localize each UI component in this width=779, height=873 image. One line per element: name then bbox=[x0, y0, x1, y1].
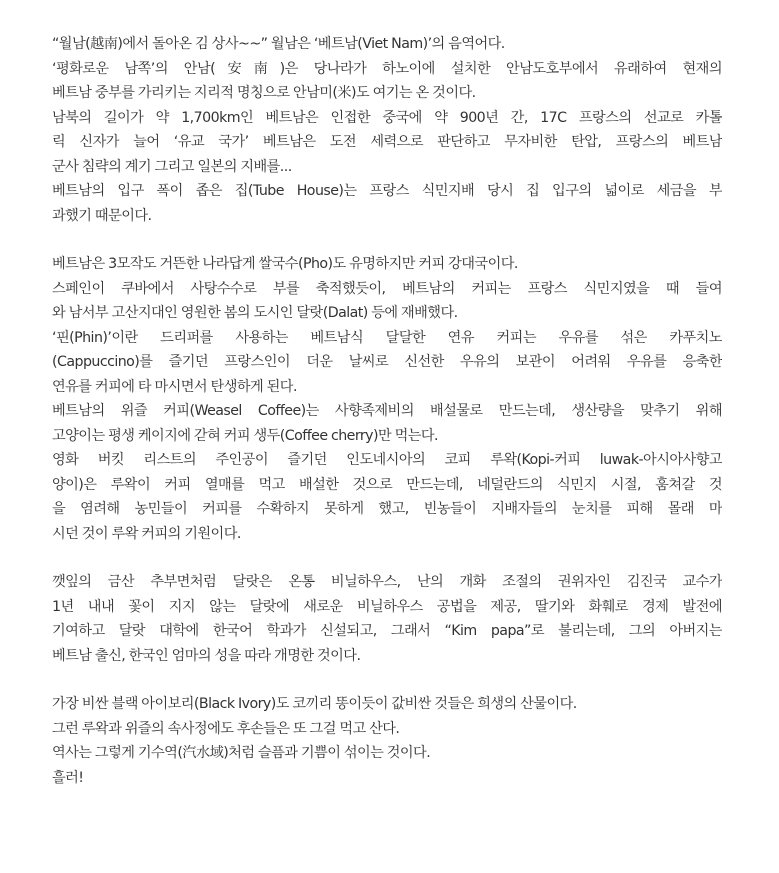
text-line: 기여하고 달랏 대학에 한국어 학과가 신설되고, 그래서 “Kim papa”로 불리는데, 그의 아버지는 bbox=[52, 623, 722, 639]
text-line: 군사 침략의 계기 그리고 일본의 지배를... bbox=[52, 158, 292, 175]
text-line: 고양이는 평생 케이지에 갇혀 커피 생두(Coffee cherry)만 먹는다. bbox=[52, 427, 439, 444]
text-line: 영화 버킷 리스트의 주인공이 즐기던 인도네시아의 코피 루왁(Kopi-커피 luwak-아시아사향고 bbox=[52, 452, 722, 468]
text-line: 릭 신자가 늘어 ‘유교 국가’ 베트남은 도전 세력으로 판단하고 무자비한 탄압, 프랑스의 베트남 bbox=[52, 134, 722, 150]
text-line: “월남(越南)에서 돌아온 김 상사~~” 월남은 ‘베트남(Viet Nam)’의 음역어다. bbox=[52, 36, 505, 52]
text-line: 을 염려해 농민들이 커피를 수확하지 못하게 했고, 빈농들이 지배자들의 눈치를 피해 몰래 마 bbox=[52, 501, 722, 517]
text-line: 과했기 때문이다. bbox=[52, 207, 152, 224]
article-body bbox=[52, 32, 722, 790]
text-line: 와 남서부 고산지대인 영원한 봄의 도시인 달랏(Dalat) 등에 재배했다. bbox=[52, 305, 458, 321]
text-line: 1년 내내 꽃이 지지 않는 달랏에 새로운 비닐하우스 공법을 제공, 딸기와 화훼로 경제 발전에 bbox=[52, 598, 722, 615]
text-line: 베트남의 위즐 커피(Weasel Coffee)는 사향족제비의 배설물로 만드는데, 생산량을 맞추기 위해 bbox=[52, 403, 722, 419]
text-line: 양이)은 루왁이 커피 열매를 먹고 배설한 것으로 만드는데, 네덜란드의 식민지 시절, 훔쳐갈 것 bbox=[52, 476, 722, 493]
text-line: (Cappuccino)를 즐기던 프랑스인이 더운 날씨로 신선한 우유의 보관이 어려워 우유를 응축한 bbox=[52, 354, 722, 370]
text-line: 시던 것이 루왁 커피의 기원이다. bbox=[52, 525, 241, 542]
text-line: 흘러! bbox=[52, 769, 84, 786]
text-line: 스페인이 쿠바에서 사탕수수로 부를 축적했듯이, 베트남의 커피는 프랑스 식민지였을 때 들여 bbox=[52, 280, 722, 297]
text-line: ‘평화로운 남쪽’의 안남(安南)은 당나라가 하노이에 설치한 안남도호부에서 유래하여 현재의 bbox=[52, 60, 722, 77]
text-line: ‘핀(Phin)’이란 드리퍼를 사용하는 베트남식 달달한 연유 커피는 우유를 섞은 카푸치노 bbox=[52, 329, 722, 346]
paragraph bbox=[52, 692, 722, 790]
text-line: 베트남은 3모작도 거뜬한 나라답게 쌀국수(Pho)도 유명하지만 커피 강대국이다. bbox=[52, 256, 518, 272]
text-line: 베트남 출신, 한국인 엄마의 성을 따라 개명한 것이다. bbox=[52, 647, 361, 664]
text-line: 연유를 커피에 타 마시면서 탄생하게 된다. bbox=[52, 378, 297, 395]
text-line: 그런 루왁과 위즐의 속사정에도 후손들은 또 그걸 먹고 산다. bbox=[52, 720, 400, 737]
paragraph bbox=[52, 252, 722, 546]
paragraph bbox=[52, 570, 722, 668]
text-line: 베트남의 입구 폭이 좁은 집(Tube House)는 프랑스 식민지배 당시 집 입구의 넓이로 세금을 부 bbox=[52, 183, 722, 199]
text-line: 남북의 길이가 약 1,700km인 베트남은 인접한 중국에 약 900년 간, 17C 프랑스의 선교로 카톨 bbox=[52, 109, 722, 126]
text-line: 가장 비싼 블랙 아이보리(Black Ivory)도 코끼리 똥이듯이 값비싼 것들은 희생의 산물이다. bbox=[52, 696, 577, 712]
text-line: 역사는 그렇게 기수역(汽水域)처럼 슬픔과 기쁨이 섞이는 것이다. bbox=[52, 745, 431, 761]
text-line: 베트남 중부를 가리키는 지리적 명칭으로 안남미(米)도 여기는 온 것이다. bbox=[52, 85, 476, 101]
text-line: 깻잎의 금산 추부면처럼 달랏은 온통 비닐하우스, 난의 개화 조절의 권위자인 김진국 교수가 bbox=[52, 574, 722, 590]
paragraph bbox=[52, 32, 722, 228]
